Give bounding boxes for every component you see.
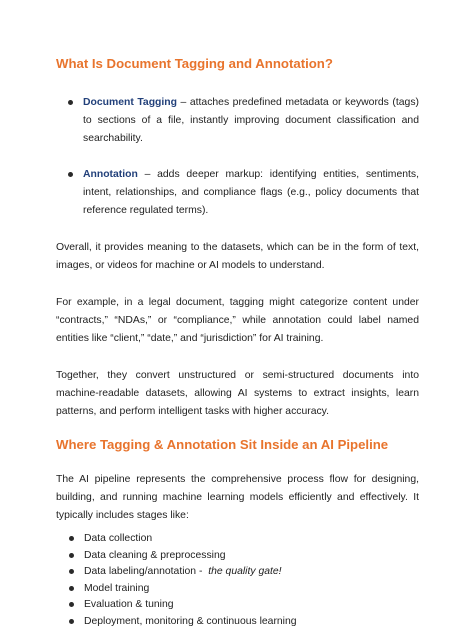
stage-label: Data labeling/annotation - <box>84 566 203 578</box>
definition-text: – adds deeper markup: identifying entities, sentiments, intent, relationships, and compliance flags (e.g., policy documents that reference regulated terms). <box>83 169 419 216</box>
section-heading-ai-pipeline: Where Tagging & Annotation Sit Inside an AI Pipeline <box>56 437 389 452</box>
paragraph-together: Together, they convert unstructured or semi-structured documents into machine-readable datasets, allowing AI systems to extract insights, learn patterns, and perform intelligent tasks with higher accuracy. <box>56 370 419 417</box>
definition-text: – attaches predefined metadata or keywords (tags) to sections of a file, instantly improving document classification and searchability. <box>83 97 419 144</box>
stage-label: Data cleaning & preprocessing <box>84 549 226 561</box>
bullet-icon <box>68 100 73 105</box>
paragraph-pipeline-intro: The AI pipeline represents the comprehensive process flow for designing, building, and running machine learning models efficiently and effectively. It typically includes stages like: <box>56 474 419 521</box>
list-item <box>84 531 419 547</box>
stage-label: Model training <box>84 582 150 594</box>
bullet-icon <box>69 619 74 624</box>
quality-gate-note: the quality gate! <box>208 566 282 578</box>
bullet-icon <box>69 553 74 558</box>
list-item <box>84 548 419 564</box>
section-heading-tagging-annotation: What Is Document Tagging and Annotation? <box>56 56 333 71</box>
list-item <box>84 614 419 630</box>
bullet-icon <box>69 602 74 607</box>
paragraph-example: For example, in a legal document, tagging might categorize content under “contracts,” “NDAs,” or “compliance,” while annotation could label named entities like “client,” “date,” and “jurisdiction” for AI training. <box>56 297 419 344</box>
list-item <box>84 581 419 597</box>
bullet-icon <box>69 586 74 591</box>
stage-label: Evaluation & tuning <box>84 599 174 611</box>
definition-term: Annotation <box>83 169 138 180</box>
definition-item-annotation <box>83 166 419 220</box>
pipeline-stage-list <box>56 531 419 630</box>
list-item <box>84 564 419 580</box>
stage-label: Deployment, monitoring & continuous learning <box>84 615 297 627</box>
stage-label: Data collection <box>84 533 153 544</box>
bullet-icon <box>69 569 74 574</box>
definition-term: Document Tagging <box>83 97 177 108</box>
bullet-icon <box>69 536 74 541</box>
bullet-icon <box>68 172 73 177</box>
definition-list <box>56 94 419 220</box>
list-item <box>84 597 419 613</box>
definition-item-tagging <box>83 94 419 148</box>
paragraph-overall: Overall, it provides meaning to the datasets, which can be in the form of text, images, or videos for machine or AI models to understand. <box>56 242 419 271</box>
